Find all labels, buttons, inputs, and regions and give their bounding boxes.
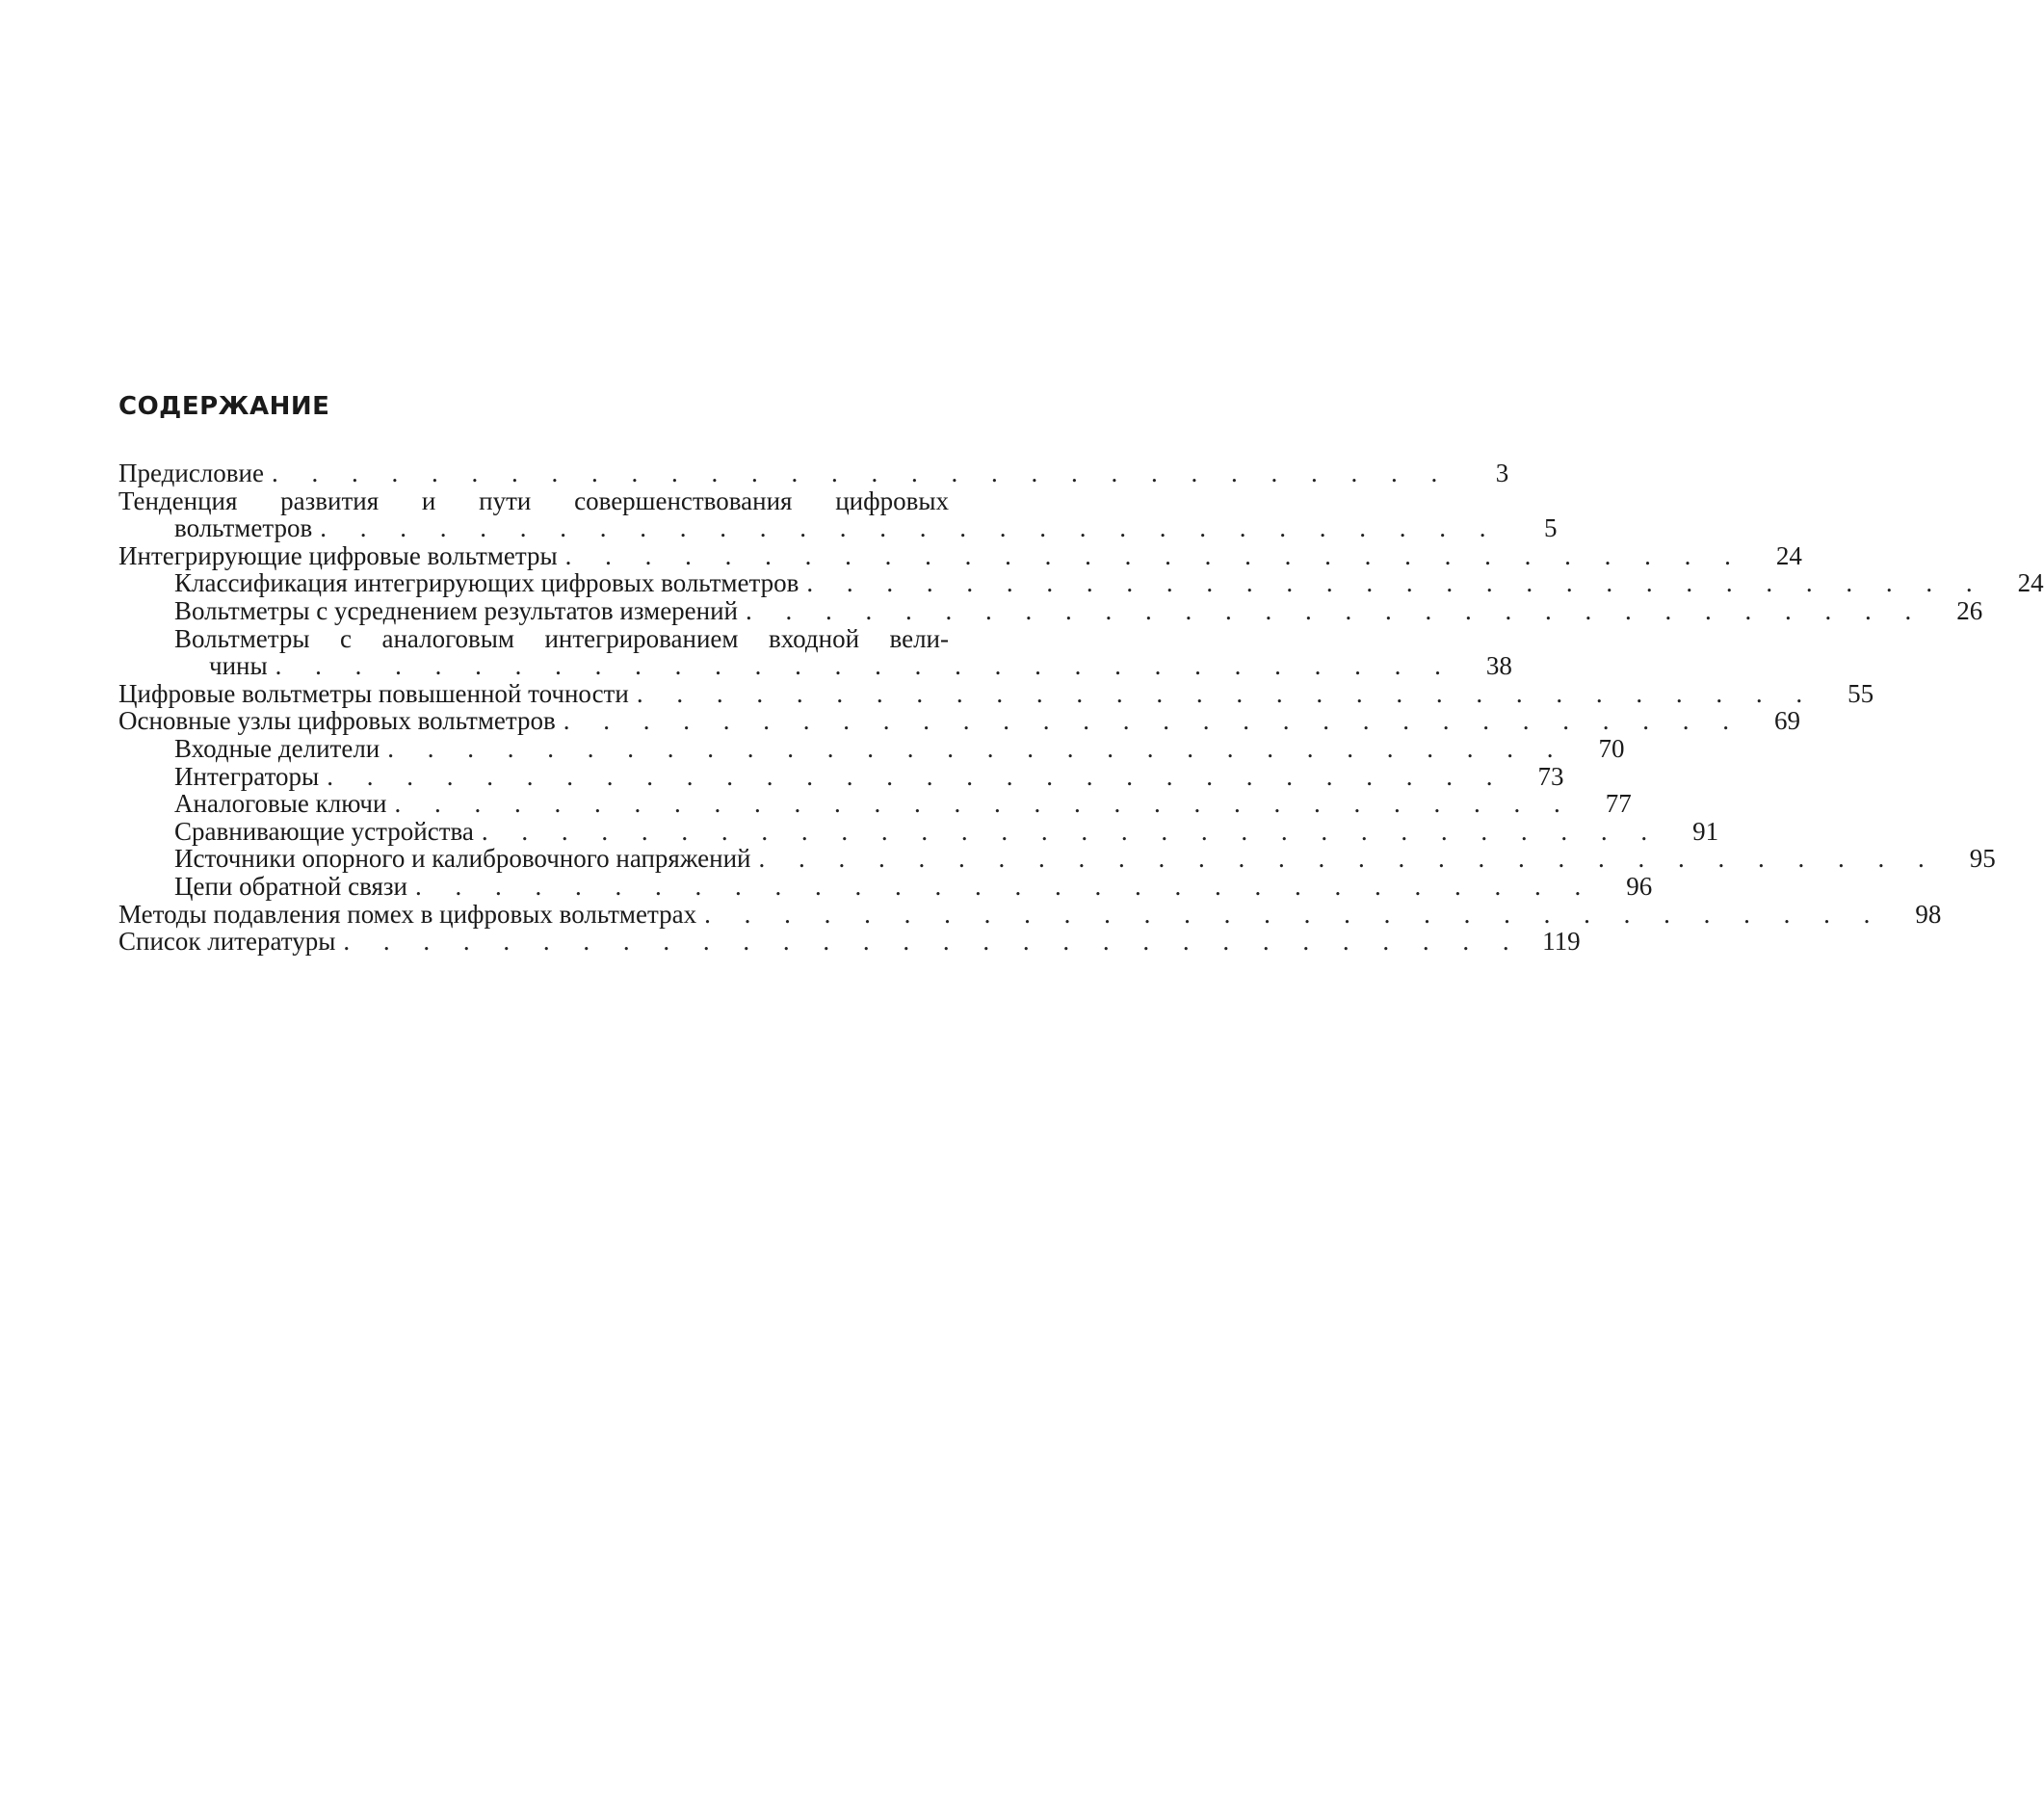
toc-entry-page: 73 (1537, 761, 1564, 791)
toc-leader-dots: . . . . . . . . . . . . . . . . . . . . . . . . . . . . . . (564, 540, 1744, 570)
toc-entry-title: Предисловие (118, 459, 264, 487)
toc-entry-title: Сравнивающие устройства (174, 816, 474, 846)
toc-entry-page: 77 (1605, 789, 1632, 819)
toc-entry (118, 706, 1801, 736)
toc-entry-title: Классификация интегрирующих цифровых вольтметров (174, 568, 799, 598)
toc-subentry (118, 568, 2044, 598)
toc-entry (118, 459, 1509, 487)
toc-leader-dots: . . . . . . . . . . . . . . . . . . . . . . . . . . . . . . (563, 706, 1743, 736)
toc-subentry (118, 595, 1983, 625)
toc-subentry (118, 789, 1632, 819)
toc-entry (118, 540, 1802, 570)
toc-entry-title: вольтметров (174, 513, 313, 543)
toc-entry (118, 513, 1558, 543)
toc-leader-dots: . . . . . . . . . . . . . . . . . . . . . . . . . . . . . . (394, 789, 1574, 819)
toc-subentry (118, 871, 1653, 901)
toc-entry-title: Интегрирующие цифровые вольтметры (118, 540, 558, 570)
toc-leader-dots: . . . . . . . . . . . . . . . . . . . . . . . . . . . . . . (275, 651, 1454, 681)
toc-entry (118, 927, 1581, 957)
toc-entry-page: 91 (1692, 816, 1719, 846)
toc-entry-page: 95 (1969, 844, 1996, 874)
toc-entry-title: Интеграторы (174, 761, 320, 791)
toc-entry-title: Методы подавления помех в цифровых вольтметрах (118, 899, 697, 929)
toc-entry-page: 119 (1542, 927, 1581, 957)
toc-entry-title: Аналоговые ключи (174, 789, 387, 819)
toc-entry-title: Список литературы (118, 927, 336, 957)
toc-leader-dots: . . . . . . . . . . . . . . . . . . . . . . . . . . . . . . (320, 513, 1500, 543)
toc-subentry (118, 761, 1564, 791)
toc-entry-title: Цифровые вольтметры повышенной точности (118, 678, 629, 708)
toc-leader-dots: . . . . . . . . . . . . . . . . . . . . . . . . . . . . . . (746, 595, 1926, 625)
toc-leader-dots: . . . . . . . . . . . . . . . . . . . . . . . . . . . . . . (415, 871, 1595, 901)
toc-leader-dots: . . . . . . . . . . . . . . . . . . . . . . . . . . . . . . (758, 844, 1938, 874)
toc-entry (118, 899, 1942, 929)
toc-entry-title: Источники опорного и калибровочного напряжений (174, 844, 751, 874)
toc-entry-page: 24 (1775, 540, 1802, 570)
toc-subentry (118, 733, 1625, 763)
toc-leader-dots: . . . . . . . . . . . . . . . . . . . . . . . . . . . . . . (704, 899, 1884, 929)
toc-subentry (118, 651, 1512, 681)
toc-entry-page: 26 (1956, 595, 1983, 625)
toc-entry-page: 70 (1598, 733, 1625, 763)
toc-entry-title-line1: Вольтметры с аналоговым интегрированием входной вели- (174, 623, 949, 653)
toc-entry-page: 69 (1774, 706, 1801, 736)
toc-leader-dots: . . . . . . . . . . . . . . . . . . . . . . . . . . . . . . (387, 733, 1567, 763)
toc-subentry (118, 844, 1996, 874)
toc-leader-dots: . . . . . . . . . . . . . . . . . . . . . . . . . . . . . . (481, 816, 1662, 846)
toc-leader-dots: . . . . . . . . . . . . . . . . . . . . . . . . . . . . . . (343, 927, 1523, 957)
toc-entry-title: Входные делители (174, 733, 380, 763)
toc-entry-page: 96 (1626, 871, 1653, 901)
toc-leader-dots: . . . . . . . . . . . . . . . . . . . . . . . . . . . . . . (636, 678, 1817, 708)
toc-entry (118, 678, 1874, 708)
toc-entry-page: 98 (1915, 899, 1942, 929)
toc-entry-page: 5 (1543, 513, 1558, 543)
toc-entry-page: 55 (1847, 678, 1874, 708)
toc-leader-dots: . . . . . . . . . . . . . . . . . . . . . . . . . . . . . . (327, 761, 1507, 791)
toc-entry-title: чины (209, 651, 268, 681)
toc-entry-title-line1: Тенденция развития и пути совершенствования цифровых (118, 486, 949, 515)
toc-entry-page: 24 (2017, 568, 2044, 598)
table-of-contents (118, 459, 2044, 957)
toc-entry-title: Вольтметры с усреднением результатов измерений (174, 595, 739, 625)
toc-leader-dots: . . . . . . . . . . . . . . . . . . . . . . . . . . . . . . (271, 459, 1452, 487)
toc-entry-title: Цепи обратной связи (174, 871, 408, 901)
toc-leader-dots: . . . . . . . . . . . . . . . . . . . . . . . . . . . . . . (806, 568, 1986, 598)
toc-entry-page: 3 (1495, 459, 1509, 487)
toc-entry-title: Основные узлы цифровых вольтметров (118, 706, 556, 736)
toc-subentry (118, 816, 1719, 846)
toc-entry-page: 38 (1485, 651, 1512, 681)
toc-heading: СОДЕРЖАНИЕ (118, 392, 330, 421)
